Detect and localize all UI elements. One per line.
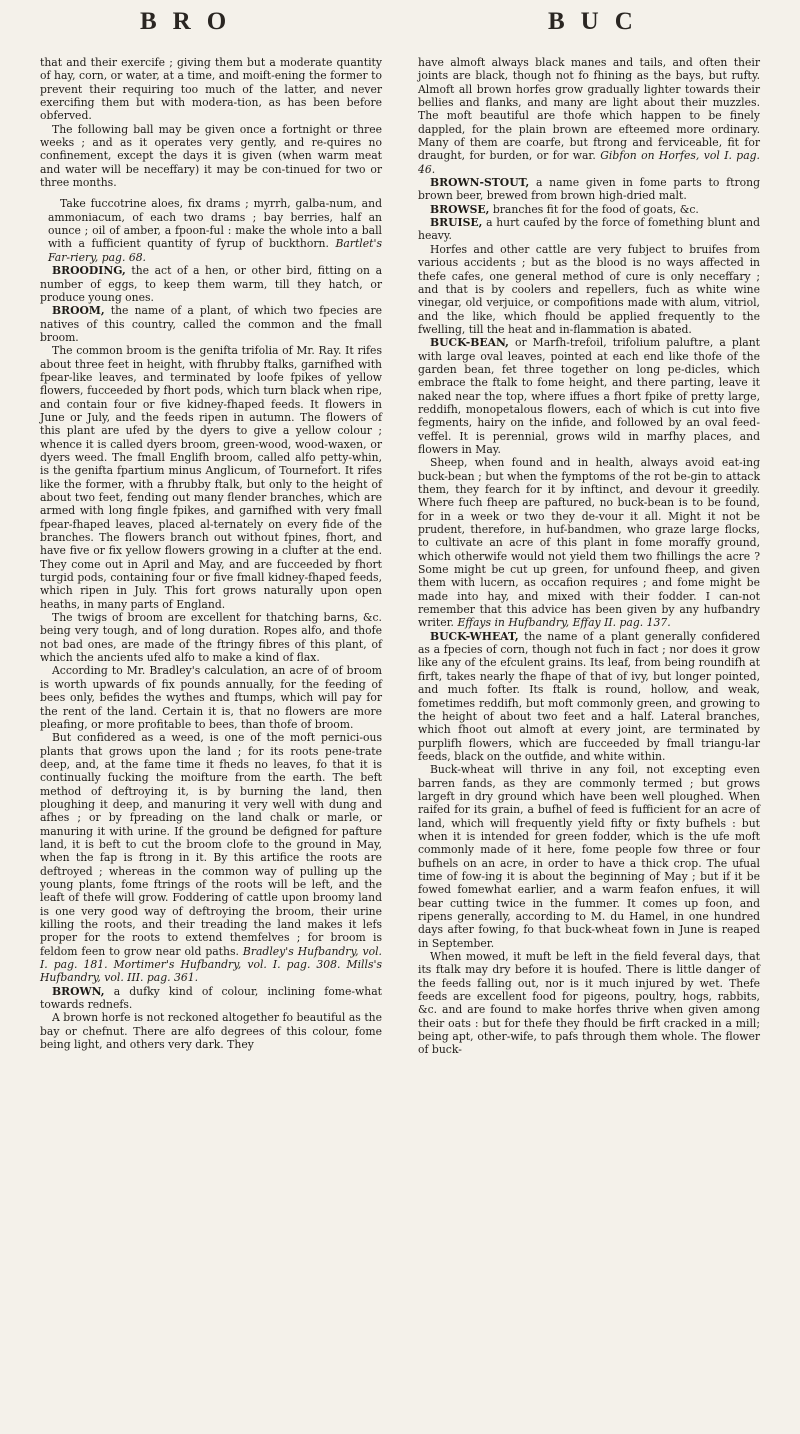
citation: Bartlet's Far-riery, pag. 68. (48, 237, 382, 264)
citation: Bradley's Hufbandry, vol. I. pag. 181. Mortimer's Hufbandry, vol. I. pag. 308. Mills's Hufbandry, vol. III. pag. 361. (40, 944, 382, 985)
entry-buck-bean: BUCK-BEAN, or Marfh-trefoil, trifolium paluftre, a plant with large oval leaves, pointed at each end like thofe of the garden bean, fet three together on long pe-dicles, which embrace the ftalk to fome height, and there parting, leave it naked near the top, where iffues a fhort fpike of pretty large, reddifh, monopetalous flowers, each of which is cut into five fegments, hairy on the infide, and followed by an oval feed-veffel. It is perennial, grows wild in marfhy places, and flowers in May. (418, 336, 761, 456)
paragraph: But confidered as a weed, is one of the moft pernici-ous plants that grows upon the land ; for its roots pene-trate deep, and, at the fame time it fheds no leaves, fo that it is continually fucking the moifture from the earth. The beft method of deftroying it, is by burning the land, then ploughing it deep, and manuring it very well with dung and afhes ; or by fpreading on the land chalk or marle, or manuring it with urine. If the ground be defigned for pafture land, it is beft to cut the broom clofe to the ground in May, when the fap is ftrong in it. By this artifice the roots are deftroyed ; whereas in the common way of pulling up the young plants, fome ftrings of the roots will be left, and the leaft of thefe will grow. Foddering of cattle upon broomy land is one very good way of deftroying the broom, their urine killing the roots, and their treading the land makes it lefs proper for the roots to extend themfelves ; for broom is feldom feen to grow near old paths. Bradley's Hufbandry, vol. I. pag. 181. Mortimer's Hufbandry, vol. I. pag. 308. Mills's Hufbandry, vol. III. pag. 361. (40, 731, 382, 985)
paragraph: According to Mr. Bradley's calculation, an acre of of broom is worth upwards of fix pounds annually, for the feeding of bees only, befides the wythes and ftumps, which will pay for the rent of the land. Certain it is, that no flowers are more pleafing, or more profitable to bees, than thofe of broom. (40, 664, 382, 731)
headword: BROWN-STOUT, (430, 176, 530, 190)
entry-bruise: BRUISE, a hurt caufed by the force of fomething blunt and heavy. (418, 216, 760, 243)
entry-brooding: BROODING, the act of a hen, or other bird, fitting on a number of eggs, to keep them warm, till they hatch, or produce young ones. (40, 264, 383, 304)
citation: Gibfon on Horfes, vol I. pag. 46. (418, 149, 760, 176)
entry-buck-wheat: BUCK-WHEAT, the name of a plant generally confidered as a fpecies of corn, though not fuch in fact ; nor does it grow like any of the efculent grains. Its leaf, from being roundifh at firft, takes nearly the fhape of that of ivy, but longer pointed, and much fofter. Its ftalk is round, hollow, and weak, fometimes reddifh, but moft commonly green, and growing to the height of about two feet and a half. Lateral branches, which fhoot out almoft at every joint, are terminated by purplifh flowers, which are fucceeded by fmall triangu-lar feeds, black on the outfide, and white within. (418, 629, 760, 763)
paragraph: The common broom is the genifta trifolia of Mr. Ray. It rifes about three feet in height, with fhrubby ftalks, garnifhed with fpear-like leaves, and terminated by loofe fpikes of yellow flowers, fucceeded by fhort pods, which turn black when ripe, and contain four or five kidney-fhaped feeds. It flowers in June or July, and the feeds ripen in autumn. The flowers of this plant are ufed by the dyers to give a yellow colour ; whence it is called dyers broom, green-wood, wood-waxen, or dyers weed. The fmall Englifh broom, called alfo petty-whin, is the genifta fpartium minus Anglicum, of Tournefort. It rifes like the former, with a fhrubby ftalk, but only to the height of about two feet, fending out many flender branches, which are armed with long fingle fpikes, and garnifhed with very fmall fpear-fhaped leaves, placed al-ternately on every fide of the branches. The flowers branch out without fpines, fhort, and have five or fix yellow flowers growing in a clufter at the end. They come out in April and May, and are fucceeded by fhort turgid pods, containing four or five fmall kidney-fhaped feeds, which ripen in July. This fort grows naturally upon open heaths, in many parts of England. (40, 344, 382, 611)
recipe-paragraph: Take fuccotrine aloes, fix drams ; myrrh, galba-num, and ammoniacum, of each two drams ; bay berries, half an ounce ; oil of amber, a fpoon-ful : make the whole into a ball with a fufficient quantity of fyrup of buckthorn. Bartlet's Far-riery, pag. 68. (48, 197, 382, 264)
headword: BROODING, (52, 264, 126, 278)
headword: BUCK-BEAN, (430, 336, 509, 350)
entry-brown: BROWN, a dufky kind of colour, inclining fome-what towards rednefs. (40, 984, 382, 1012)
entry-browse: BROWSE, branches fit for the food of goats, &c. (430, 202, 699, 216)
header-left: BRO (140, 8, 243, 35)
citation: Effays in Hufbandry, Effay II. pag. 137. (457, 616, 671, 630)
paragraph: that and their exercife ; giving them but a moderate quantity of hay, corn, or water, at a time, and moift-ening the former to prevent their requiring too much of the latter, and never exercifing them but with modera-tion, as has been before obferved. (40, 56, 382, 123)
header-right: BUC (548, 8, 649, 35)
right-column (418, 56, 760, 1057)
paragraph: Horfes and other cattle are very fubject to bruifes from various accidents ; but as the blood is no ways affected in thefe cafes, one general method of cure is only neceffary ; and that is by coolers and repellers, fuch as white wine vinegar, old verjuice, or compofitions made with alum, vitriol, and the like, which fhould be applied frequently to the fwelling, till the heat and in-flammation is abated. (418, 242, 760, 336)
paragraph: have almoft always black manes and tails, and often their joints are black, though not fo fhining as the bays, but rufty. Almoft all brown horfes grow gradually lighter towards their bellies and flanks, and many are light about their muzzles. The moft beautiful are thofe which happen to be finely dappled, for the plain brown are efteemed more ordinary. Many of them are coarfe, but ftrong and ferviceable, fit for draught, for burden, or for war. Gibfon on Horfes, vol I. pag. 46. (418, 56, 760, 176)
headword: BUCK-WHEAT, (430, 629, 519, 643)
running-header (0, 8, 800, 44)
paragraph: Buck-wheat will thrive in any foil, not excepting even barren fands, as they are commonly termed ; but grows largeft in dry ground which have been well ploughed. When raifed for its grain, a bufhel of feed is fufficient for an acre of land, which will frequently yield fifty or fixty bufhels : but when it is intended for green fodder, which is the ufe moft commonly made of it here, fome people fow three or four bufhels on an acre, in order to have a thick crop. The ufual time of fow-ing it is about the beginning of May ; but if it be fowed fomewhat earlier, and a warm feafon enfues, it will bear cutting twice in the fummer. It comes up foon, and ripens generally, according to M. du Hamel, in one hundred days after fowing, fo that buck-wheat fown in June is reaped in September. (418, 763, 760, 950)
paragraph: A brown horfe is not reckoned altogether fo beautiful as the bay or chefnut. There are alfo degrees of this colour, fome being light, and others very dark. They (40, 1011, 382, 1052)
left-column (40, 56, 382, 1051)
paragraph: The twigs of broom are excellent for thatching barns, &c. being very tough, and of long duration. Ropes alfo, and thofe not bad ones, are made of the ftringy fibres of this plant, of which the ancients ufed alfo to make a kind of flax. (40, 611, 382, 665)
paragraph: Sheep, when found and in health, always avoid eat-ing buck-bean ; but when the fymptoms of the rot be-gin to attack them, they fearch for it by inftinct, and devour it greedily. Where fuch fheep are paftured, no buck-bean is to be found, for in a week or two they de-vour it all. Might it not be prudent, therefore, in huf-bandmen, who graze large flocks, to cultivate an acre of this plant in fome moraffy ground, which otherwife would not yield them two fhillings the acre ? Some might be cut up green, for unfound fheep, and given them with lucern, as occafion requires ; and fome might be made into hay, and mixed with their fodder. I can-not remember that this advice has been given by any hufbandry writer. Effays in Hufbandry, Effay II. pag. 137. (418, 456, 760, 630)
headword: BROWSE, (430, 202, 490, 216)
headword: BROOM, (52, 304, 105, 318)
headword: BRUISE, (430, 216, 483, 230)
paragraph: When mowed, it muft be left in the field feveral days, that its ftalk may dry before it is houfed. There is little danger of the feeds falling out, nor is it much injured by wet. Thefe feeds are excellent food for pigeons, poultry, hogs, rabbits, &c. and are found to make horfes thrive when given among their oats : but for thefe they fhould be firft cracked in a mill; being apt, other-wife, to pafs through them whole. The flower of buck- (418, 950, 760, 1057)
headword: BROWN, (52, 984, 105, 998)
entry-broom: BROOM, the name of a plant, of which two fpecies are natives of this country, called the common and the fmall broom. (40, 304, 382, 344)
entry-brown-stout: BROWN-STOUT, a name given in fome parts to ftrong brown beer, brewed from brown high-dried malt. (418, 176, 760, 203)
paragraph: The following ball may be given once a fortnight or three weeks ; and as it operates very gently, and re-quires no confinement, except the days it is given (when warm meat and water will be neceffary) it may be con-tinued for two or three months. (40, 122, 382, 190)
